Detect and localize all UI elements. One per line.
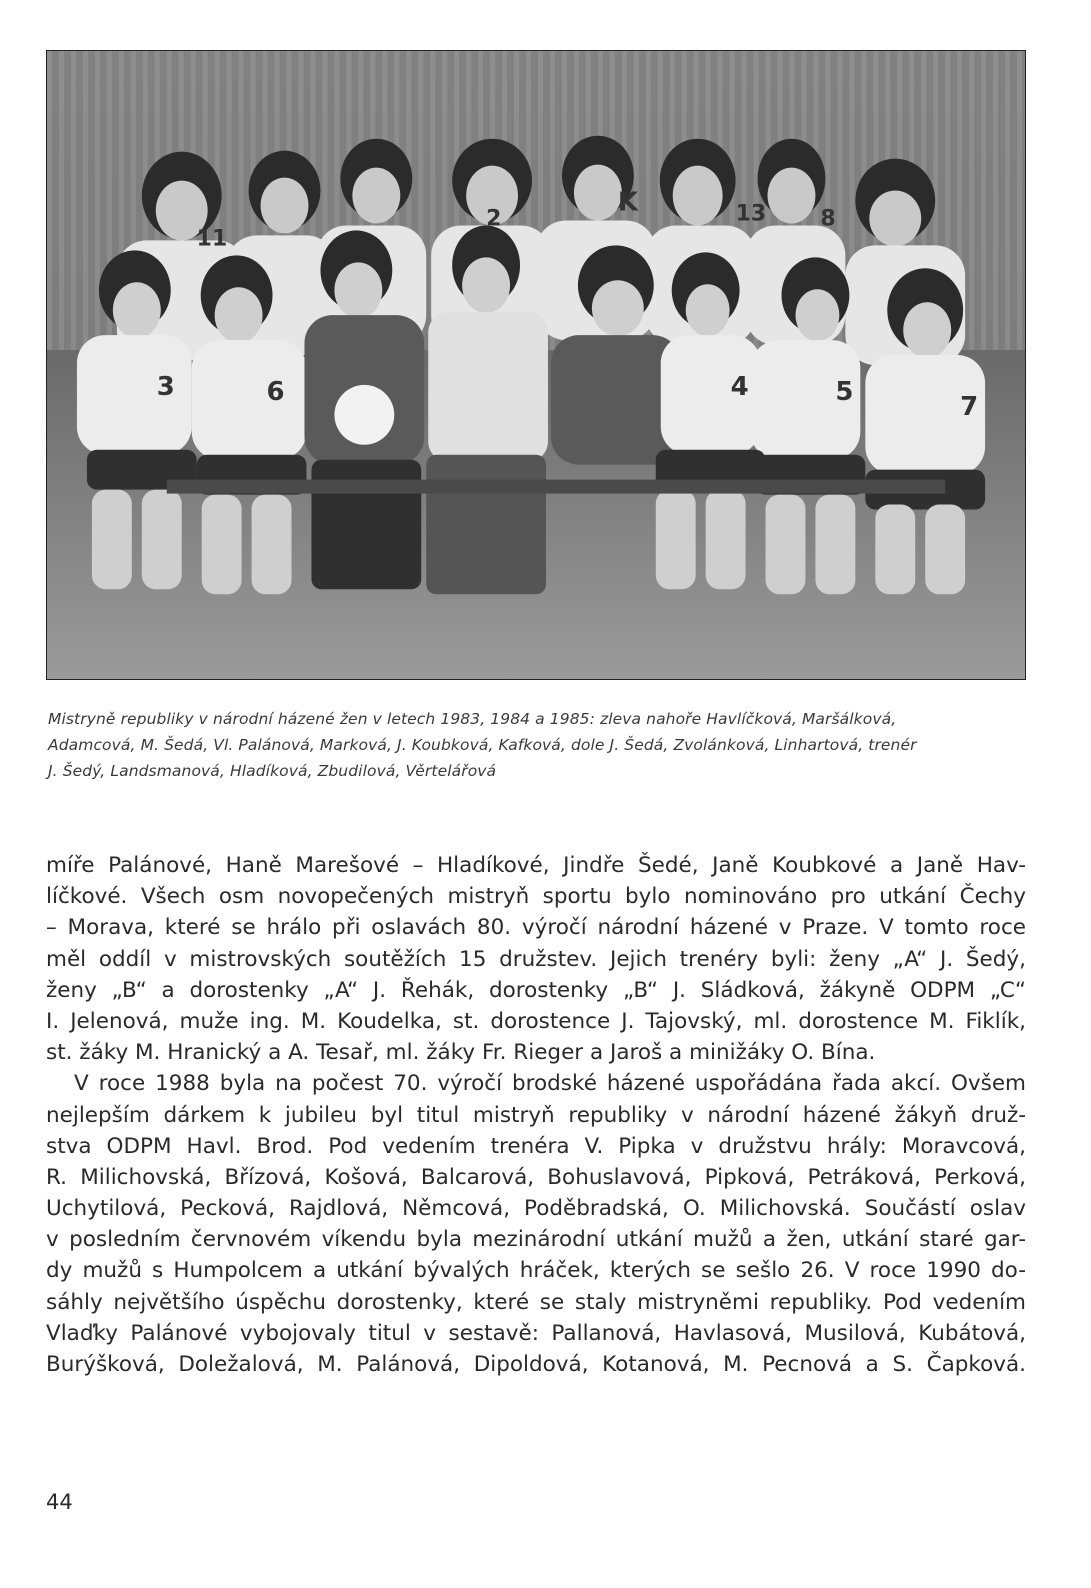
caption-line: J. Šedý, Landsmanová, Hladíková, Zbudilová, Věrtelářová — [48, 762, 497, 780]
jersey-number: 6 — [266, 376, 285, 407]
caption-line: Adamcová, M. Šedá, Vl. Palánová, Marková, J. Koubková, Kafková, dole J. Šedá, Zvolánková, Linhartová, trenér — [48, 736, 917, 754]
text-line: ženy „B“ a dorostenky „A“ J. Řehák, dorostenky „B“ J. Sládková, žákyně ODPM „C“ — [46, 977, 1026, 1003]
jersey-number: 5 — [835, 376, 854, 407]
jersey-number: 7 — [960, 391, 979, 422]
text-line: míře Palánové, Haně Marešové – Hladíkové, Jindře Šedé, Janě Koubkové a Janě Hav- — [46, 853, 1026, 878]
text-line: Uchytilová, Pecková, Rajdlová, Němcová, Poděbradská, O. Milichovská. Součástí oslav — [46, 1196, 1026, 1222]
jersey-number: 4 — [730, 371, 749, 402]
text-line: R. Milichovská, Břízová, Košová, Balcarová, Bohuslavová, Pipková, Petráková, Perková, — [46, 1164, 1026, 1190]
text-line: – Morava, které se hrálo při oslavách 80. výročí národní házené v Praze. V tomto roce — [46, 915, 1026, 941]
body-text — [46, 850, 1026, 1380]
text-line: líčkové. Všech osm novopečených mistryň sportu bylo nominováno pro utkání Čechy — [46, 884, 1026, 910]
jersey-number: 11 — [196, 226, 228, 252]
text-line: sáhly největšího úspěchu dorostenky, které se staly mistryněmi republiky. Pod vedením — [46, 1289, 1026, 1315]
text-line: I. Jelenová, muže ing. M. Koudelka, st. dorostence J. Tajovský, ml. dorostence M. Fiklík, — [46, 1008, 1026, 1034]
text-line: stva ODPM Havl. Brod. Pod vedením trenéra V. Pipka v družstvu hrály: Moravcová, — [46, 1133, 1026, 1159]
paragraph-1 — [46, 850, 1026, 1068]
jersey-number: 13 — [735, 201, 767, 227]
paragraph-2 — [46, 1068, 1026, 1380]
text-line: Burýšková, Doležalová, M. Palánová, Dipoldová, Kotanová, M. Pecnová a S. Čapková. — [46, 1352, 1026, 1377]
jersey-number: K — [617, 187, 638, 218]
text-line: nejlepším dárkem k jubileu byl titul mistryň republiky v národní házené žákyň druž- — [46, 1102, 1026, 1128]
caption-line: Mistryně republiky v národní házené žen v letech 1983, 1984 a 1985: zleva nahoře Havlíčková, Maršálková, — [48, 710, 897, 728]
text-line: v posledním červnovém víkendu byla mezinárodní utkání mužů a žen, utkání staré gar- — [46, 1227, 1026, 1253]
text-line: měl oddíl v mistrovských soutěžích 15 družstev. Jejich trenéry byli: ženy „A“ J. Šedý, — [46, 946, 1026, 972]
team-photo — [46, 50, 1026, 680]
jersey-number: 3 — [156, 371, 175, 402]
jersey-number: 8 — [820, 206, 836, 232]
team-photo-image — [47, 51, 1025, 679]
photo-caption — [48, 706, 1028, 784]
text-line: st. žáky M. Hranický a A. Tesař, ml. žáky Fr. Rieger a Jaroš a minižáky O. Bína. — [46, 1040, 876, 1066]
jersey-number: 2 — [486, 206, 502, 232]
text-line: Vlaďky Palánové vybojovaly titul v sestavě: Pallanová, Havlasová, Musilová, Kubátová, — [46, 1320, 1026, 1346]
text-line: V roce 1988 byla na počest 70. výročí brodské házené uspořádána řada akcí. Ovšem — [74, 1071, 1026, 1097]
page-number: 44 — [46, 1490, 73, 1514]
text-line: dy mužů s Humpolcem a utkání bývalých hráček, kterých se sešlo 26. V roce 1990 do- — [46, 1258, 1026, 1284]
